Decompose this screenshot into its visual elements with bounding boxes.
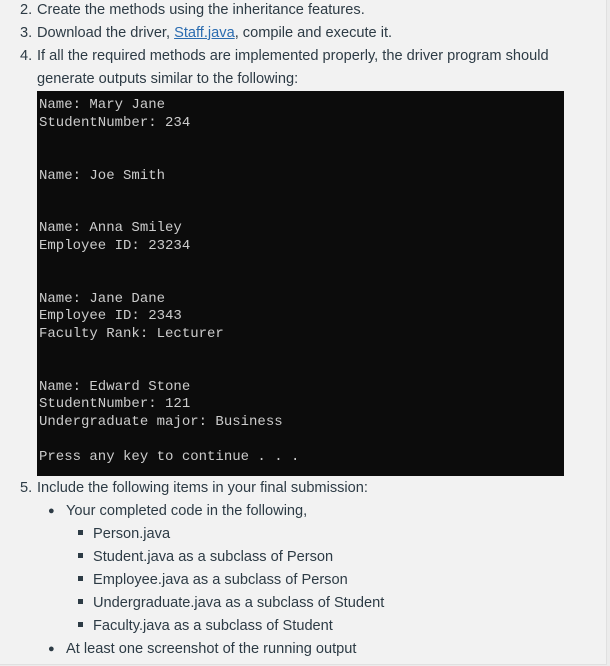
console-line: StudentNumber: 121 bbox=[39, 396, 191, 412]
submission-item-text: At least one screenshot of the running output bbox=[66, 641, 357, 657]
console-line: Name: Jane Dane bbox=[39, 291, 166, 307]
step-number: 4. bbox=[20, 48, 33, 64]
bullet-icon: ● bbox=[48, 505, 55, 517]
step-number: 2. bbox=[20, 2, 33, 18]
file-list-item bbox=[78, 569, 348, 591]
bullet-icon: ● bbox=[48, 643, 55, 655]
file-item-text: Student.java as a subclass of Person bbox=[93, 549, 334, 565]
step-number: 3. bbox=[20, 25, 33, 41]
file-item-text: Undergraduate.java as a subclass of Student bbox=[93, 595, 385, 611]
console-line: Name: Anna Smiley bbox=[39, 220, 182, 236]
console-line: Name: Joe Smith bbox=[39, 168, 166, 184]
step-4 bbox=[20, 45, 549, 67]
submission-item bbox=[48, 638, 356, 660]
submission-item bbox=[48, 500, 307, 522]
square-bullet-icon bbox=[78, 622, 83, 627]
console-line: Faculty Rank: Lecturer bbox=[39, 326, 224, 342]
step-5 bbox=[20, 477, 368, 499]
square-bullet-icon bbox=[78, 530, 83, 535]
step-text: Create the methods using the inheritance features. bbox=[37, 2, 365, 18]
step-text: If all the required methods are implemented properly, the driver program should bbox=[37, 48, 549, 64]
console-line: Name: Mary Jane bbox=[39, 97, 166, 113]
square-bullet-icon bbox=[78, 599, 83, 604]
step-text-after: , compile and execute it. bbox=[234, 25, 393, 41]
submission-item-text: Your completed code in the following, bbox=[66, 503, 308, 519]
file-item-text: Employee.java as a subclass of Person bbox=[93, 572, 348, 588]
staff-java-link[interactable]: Staff.java bbox=[174, 25, 235, 41]
console-line: Press any key to continue . . . bbox=[39, 449, 300, 465]
file-list-item bbox=[78, 615, 333, 637]
step-4-continuation: generate outputs similar to the following: bbox=[37, 71, 299, 87]
console-line: Employee ID: 2343 bbox=[39, 308, 182, 324]
step-text-before: Download the driver, bbox=[37, 25, 175, 41]
square-bullet-icon bbox=[78, 553, 83, 558]
file-list-item bbox=[78, 523, 170, 545]
file-list-item bbox=[78, 592, 384, 614]
file-item-text: Person.java bbox=[93, 526, 171, 542]
step-2 bbox=[20, 0, 365, 21]
console-output-screenshot bbox=[37, 91, 564, 476]
step-3 bbox=[20, 22, 392, 44]
console-line: StudentNumber: 234 bbox=[39, 115, 191, 131]
file-item-text: Faculty.java as a subclass of Student bbox=[93, 618, 333, 634]
console-line: Employee ID: 23234 bbox=[39, 238, 191, 254]
file-list-item bbox=[78, 546, 333, 568]
console-line: Undergraduate major: Business bbox=[39, 414, 283, 430]
step-number: 5. bbox=[20, 480, 33, 496]
console-line: Name: Edward Stone bbox=[39, 379, 191, 395]
step-text: Include the following items in your final submission: bbox=[37, 480, 368, 496]
square-bullet-icon bbox=[78, 576, 83, 581]
